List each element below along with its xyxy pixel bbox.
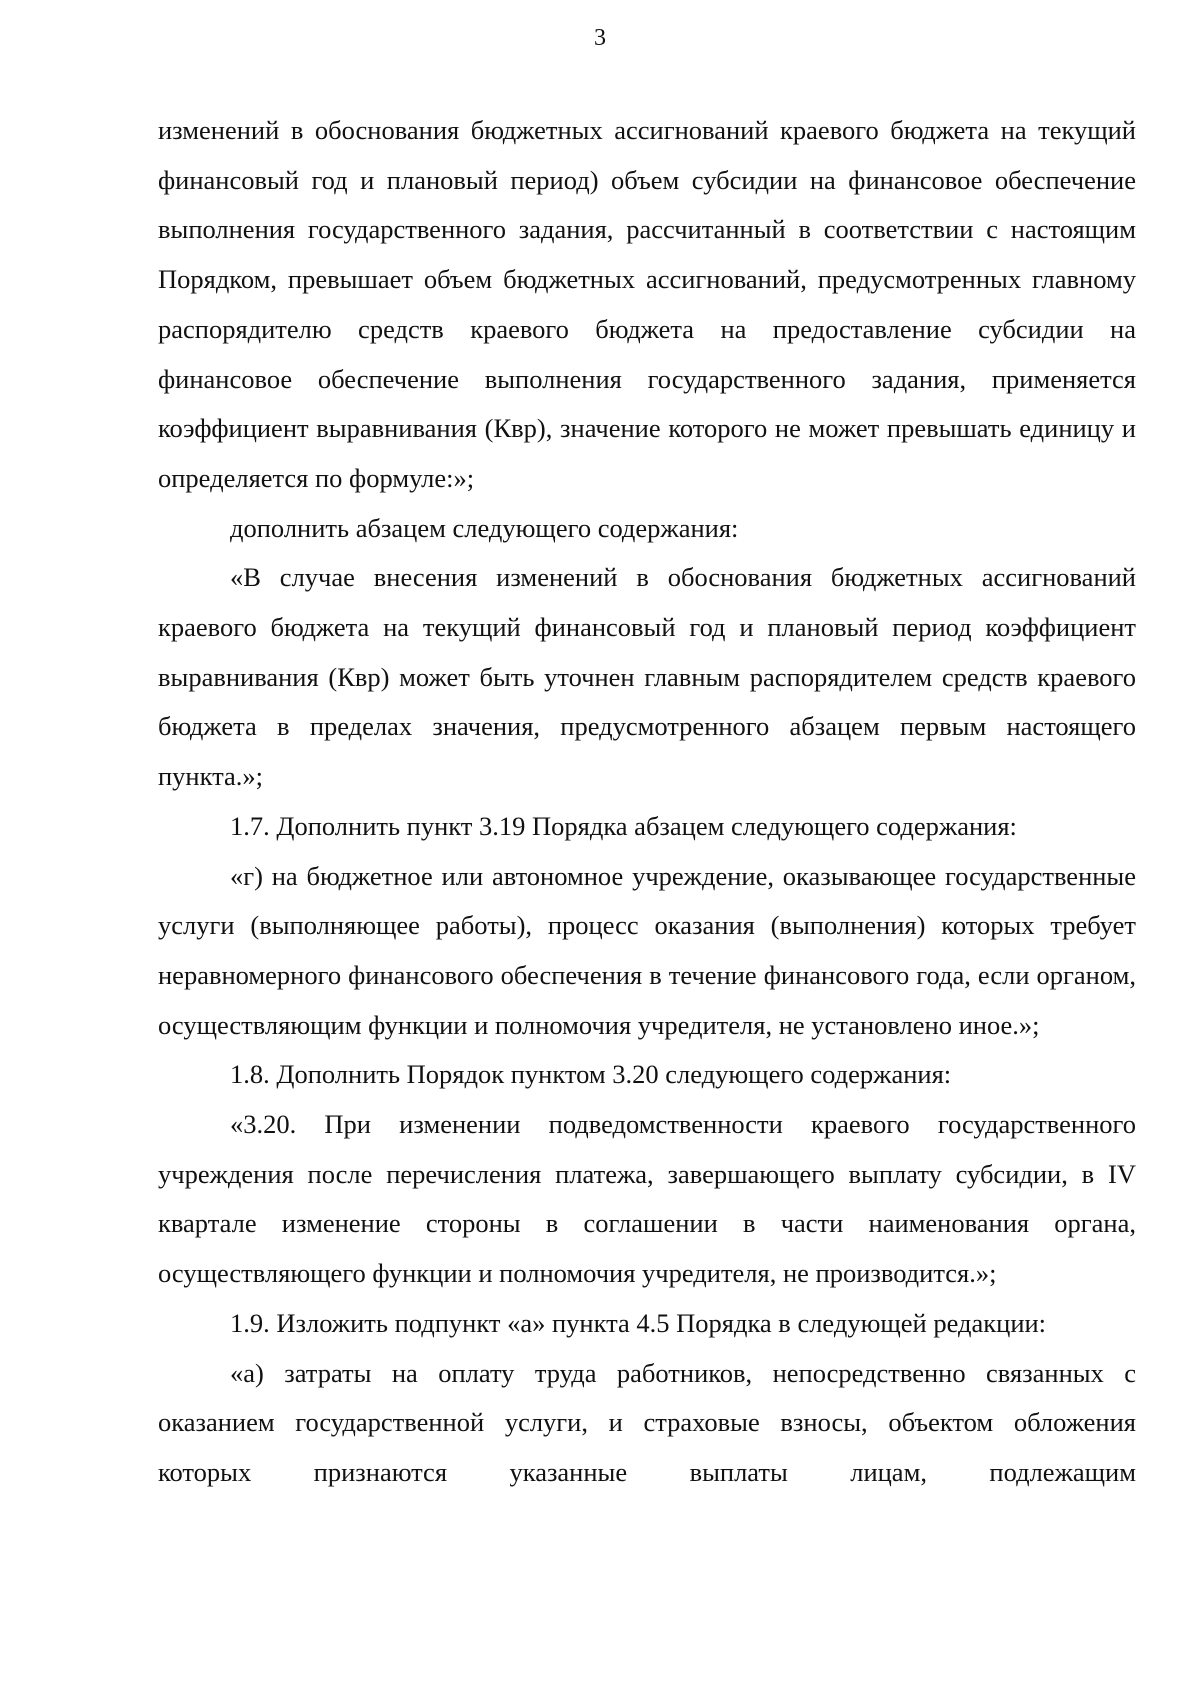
- paragraph-6: 1.8. Дополнить Порядок пунктом 3.20 следующего содержания:: [230, 1059, 952, 1090]
- paragraph-3: «В случае внесения изменений в обоснования бюджетных ассигнований краевого бюджета на текущий финансовый год и плановый период коэффициент выравнивания (Квр) может быть уточнен главным распорядителем средств краевого бюджета в пределах значения, предусмотренного абзацем первым настоящего пункта.»;: [158, 562, 1136, 792]
- paragraph-8: 1.9. Изложить подпункт «а» пункта 4.5 Порядка в следующей редакции:: [230, 1307, 1047, 1338]
- paragraph-5: «г) на бюджетное или автономное учреждение, оказывающее государственные услуги (выполняющее работы), процесс оказания (выполнения) которых требует неравномерного финансового обеспечения в течение финансового года, если органом, осуществляющим функции и полномочия учредителя, не установлено иное.»;: [158, 860, 1136, 1040]
- paragraph-1: изменений в обоснования бюджетных ассигнований краевого бюджета на текущий финансовый год и плановый период) объем субсидии на финансовое обеспечение выполнения государственного задания, рассчитанный в соответствии с настоящим Порядком, превышает объем бюджетных ассигнований, предусмотренных главному распорядителю средств краевого бюджета на предоставление субсидии на финансовое обеспечение выполнения государственного задания, применяется коэффициент выравнивания (Квр), значение которого не может превышать единицу и определяется по формуле:»;: [158, 115, 1136, 493]
- document-body: [158, 106, 1136, 1498]
- page-number: 3: [594, 25, 606, 51]
- paragraph-2: дополнить абзацем следующего содержания:: [230, 512, 739, 543]
- paragraph-7: «3.20. При изменении подведомственности краевого государственного учреждения после перечисления платежа, завершающего выплату субсидии, в IV квартале изменение стороны в соглашении в части наименования органа, осуществляющего функции и полномочия учредителя, не производится.»;: [158, 1109, 1136, 1289]
- paragraph-4: 1.7. Дополнить пункт 3.19 Порядка абзацем следующего содержания:: [230, 810, 1017, 841]
- paragraph-9: «а) затраты на оплату труда работников, непосредственно связанных с оказанием государственной услуги, и страховые взносы, объектом обложения которых признаются указанные выплаты лицам, подлежащим: [158, 1357, 1136, 1487]
